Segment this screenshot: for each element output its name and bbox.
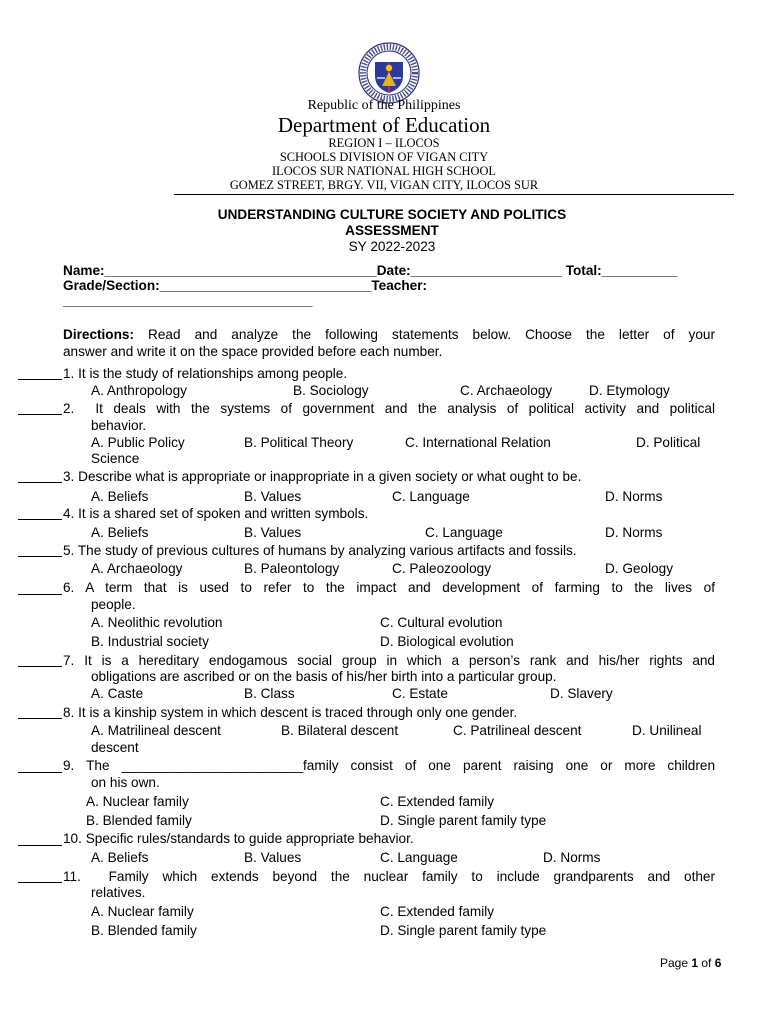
option: C. International Relation	[405, 435, 551, 450]
option: C. Cultural evolution	[380, 615, 503, 630]
option: A. Nuclear family	[91, 904, 194, 919]
option: A. Anthropology	[91, 383, 187, 398]
option: A. Matrilineal descent	[91, 723, 221, 738]
assessment-title: ASSESSMENT	[345, 223, 439, 238]
address-line: GOMEZ STREET, BRGY. VII, VIGAN CITY, ILOCOS SUR	[229, 178, 539, 192]
header-divider	[174, 194, 734, 195]
answer-blank[interactable]	[18, 519, 62, 520]
option: C. Language	[380, 850, 458, 865]
option: A. Nuclear family	[86, 794, 189, 809]
directions-line-1: Directions: Read and analyze the following statements below. Choose the letter of your	[63, 327, 715, 342]
option: D. Norms	[605, 525, 663, 540]
option: B. Industrial society	[91, 634, 209, 649]
question-10: 10. Specific rules/standards to guide appropriate behavior.	[63, 831, 414, 846]
question-6-cont: people.	[91, 597, 136, 612]
directions-line-2: answer and write it on the space provided before each number.	[63, 344, 443, 359]
option: C. Archaeology	[460, 383, 553, 398]
question-8: 8. It is a kinship system in which descent is traced through only one gender.	[63, 705, 518, 720]
question-7: 7. It is a hereditary endogamous social group in which a person’s rank and his/her rights and	[63, 653, 715, 668]
option: D. Biological evolution	[380, 634, 514, 649]
answer-blank[interactable]	[18, 594, 62, 595]
question-5: 5. The study of previous cultures of humans by analyzing various artifacts and fossils.	[63, 543, 577, 558]
option: A. Beliefs	[91, 850, 149, 865]
republic-heading: Republic of the Philippines	[307, 98, 461, 113]
directions-label: Directions:	[63, 327, 135, 342]
option: C. Language	[425, 525, 503, 540]
option: D. Single parent family type	[380, 923, 547, 938]
option: C. Extended family	[380, 794, 495, 809]
answer-blank[interactable]	[18, 482, 62, 483]
question-7-cont: obligations are ascribed or on the basis of his/her birth into a particular group.	[91, 669, 557, 684]
option: B. Political Theory	[244, 435, 354, 450]
answer-blank[interactable]	[18, 666, 62, 667]
option: A. Caste	[91, 686, 144, 701]
option: D. Etymology	[589, 383, 670, 398]
option: B. Values	[244, 850, 302, 865]
option: D. Political	[636, 435, 701, 450]
option: D. Single parent family type	[380, 813, 547, 828]
answer-blank[interactable]	[18, 414, 62, 415]
question-1: 1. It is the study of relationships among people.	[63, 366, 348, 381]
option: A. Public Policy	[91, 435, 185, 450]
question-6: 6. A term that is used to refer to the impact and development of farming to the lives of	[63, 580, 716, 595]
answer-blank[interactable]	[18, 882, 62, 883]
grade-teacher-line: Grade/Section:____________________________Teacher:	[63, 278, 428, 293]
option: A. Beliefs	[91, 525, 149, 540]
question-2: 2. It deals with the systems of government and the analysis of political activity and political	[63, 401, 716, 416]
teacher-blank-line: _________________________________	[63, 293, 313, 308]
question-11-cont: relatives.	[91, 885, 146, 900]
answer-blank[interactable]	[18, 845, 62, 846]
option: C. Paleozoology	[392, 561, 491, 576]
option: D. Unilineal	[632, 723, 702, 738]
option: A. Beliefs	[91, 489, 149, 504]
subject-title: UNDERSTANDING CULTURE SOCIETY AND POLITICS	[217, 207, 567, 222]
option: B. Class	[244, 686, 295, 701]
option: B. Sociology	[293, 383, 369, 398]
question-4: 4. It is a shared set of spoken and written symbols.	[63, 506, 369, 521]
option: D. Norms	[543, 850, 601, 865]
option: B. Bilateral descent	[281, 723, 399, 738]
answer-blank[interactable]	[18, 718, 62, 719]
school-year: SY 2022-2023	[348, 239, 436, 254]
option: B. Values	[244, 525, 302, 540]
question-9: 9. The ________________________family consist of one parent raising one or more children	[63, 758, 716, 773]
option: D. Norms	[605, 489, 663, 504]
option: C. Language	[392, 489, 470, 504]
option: D. Slavery	[550, 686, 613, 701]
deped-seal-logo	[358, 42, 420, 104]
directions	[63, 326, 715, 360]
option: C. Extended family	[380, 904, 495, 919]
option: C. Patrilineal descent	[453, 723, 582, 738]
region-line: REGION I – ILOCOS	[328, 136, 440, 150]
option: A. Archaeology	[91, 561, 183, 576]
option-cont: descent	[91, 740, 139, 755]
question-11: 11. Family which extends beyond the nuclear family to include grandparents and other	[63, 869, 715, 884]
answer-blank[interactable]	[18, 379, 62, 380]
option-cont: Science	[91, 451, 140, 466]
answer-blank[interactable]	[18, 556, 62, 557]
option: B. Blended family	[91, 923, 197, 938]
option: C. Estate	[392, 686, 448, 701]
page-number: Page 1 of 6	[660, 956, 722, 970]
question-3: 3. Describe what is appropriate or inappropriate in a given society or what ought to be.	[63, 469, 582, 484]
option: D. Geology	[605, 561, 674, 576]
question-2-cont: behavior.	[91, 418, 147, 433]
option: A. Neolithic revolution	[91, 615, 223, 630]
name-date-total-line: Name:____________________________________Date:____________________ Total:__________	[63, 263, 678, 278]
option: B. Paleontology	[244, 561, 340, 576]
question-9-cont: on his own.	[91, 775, 160, 790]
division-line: SCHOOLS DIVISION OF VIGAN CITY	[279, 150, 489, 164]
department-heading: Department of Education	[277, 113, 491, 137]
school-line: ILOCOS SUR NATIONAL HIGH SCHOOL	[272, 164, 496, 178]
option: B. Blended family	[86, 813, 192, 828]
answer-blank[interactable]	[18, 772, 62, 773]
option: B. Values	[244, 489, 302, 504]
